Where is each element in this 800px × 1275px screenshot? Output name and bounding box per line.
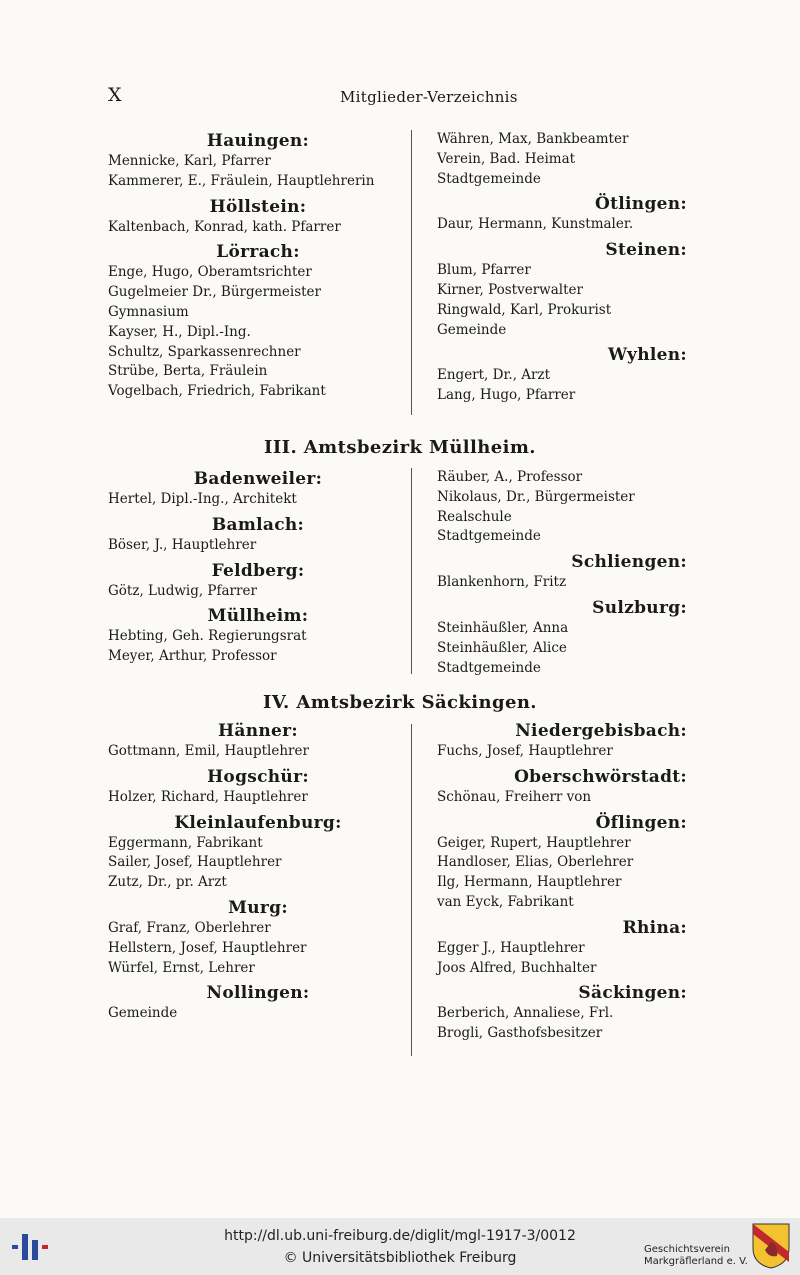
- member-entry: Engert, Dr., Arzt: [437, 367, 551, 384]
- coat-of-arms-icon: [751, 1222, 791, 1270]
- place-heading-oberschwörstadt: Oberschwörstadt:: [514, 766, 687, 787]
- member-entry: Sailer, Josef, Hauptlehrer: [108, 854, 282, 871]
- member-entry: Nikolaus, Dr., Bürgermeister: [437, 488, 635, 505]
- member-entry: Hebting, Geh. Regierungsrat: [108, 628, 307, 645]
- place-heading-hogschür: Hogschür:: [207, 766, 309, 787]
- member-entry: Meyer, Arthur, Professor: [108, 648, 277, 665]
- member-entry: Gymnasium: [108, 303, 189, 320]
- section4-left-column: [108, 720, 408, 1024]
- member-entry: Hertel, Dipl.-Ing., Architekt: [108, 491, 297, 507]
- member-entry: Handloser, Elias, Oberlehrer: [437, 854, 634, 871]
- place-heading-sulzburg: Sulzburg:: [592, 597, 687, 618]
- member-entry: Kaltenbach, Konrad, kath. Pfarrer: [108, 218, 341, 235]
- member-entry: Ringwald, Karl, Prokurist: [437, 301, 612, 318]
- society-name: [644, 1244, 748, 1268]
- place-heading-säckingen: Säckingen:: [578, 983, 687, 1004]
- column-divider: [411, 468, 412, 674]
- member-entry: Enge, Hugo, Oberamtsrichter: [108, 264, 312, 281]
- running-title: Mitglieder-Verzeichnis: [340, 88, 518, 106]
- member-entry: Strübe, Berta, Fräulein: [108, 363, 268, 380]
- member-entry: Schultz, Sparkassenrechner: [108, 343, 301, 360]
- section-title-saeckingen: IV. Amtsbezirk Säckingen.: [263, 692, 537, 713]
- member-entry: Würfel, Ernst, Lehrer: [108, 959, 255, 976]
- place-heading-öflingen: Öflingen:: [595, 812, 687, 833]
- place-heading-hänner: Hänner:: [218, 721, 298, 741]
- member-entry: Gemeinde: [108, 1005, 178, 1022]
- place-heading-nollingen: Nollingen:: [206, 983, 310, 1004]
- member-entry: Joos Alfred, Buchhalter: [437, 959, 597, 976]
- member-entry: Blum, Pfarrer: [437, 262, 531, 279]
- top-right-column: [437, 130, 687, 406]
- member-entry: Realschule: [437, 508, 512, 525]
- member-entry: Gugelmeier Dr., Bürgermeister: [108, 284, 321, 301]
- place-heading-badenweiler: Badenweiler:: [193, 469, 323, 489]
- member-entry: Steinhäußler, Anna: [437, 619, 569, 636]
- place-heading-höllstein: Höllstein:: [209, 196, 307, 217]
- member-entry: Berberich, Annaliese, Frl.: [437, 1005, 614, 1022]
- society-line-2: Markgräflerland e. V.: [644, 1256, 748, 1267]
- member-entry: Böser, J., Hauptlehrer: [108, 536, 257, 553]
- member-entry: Steinhäußler, Alice: [437, 639, 567, 656]
- place-heading-rhina: Rhina:: [622, 917, 687, 938]
- member-entry: Vogelbach, Friedrich, Fabrikant: [108, 383, 326, 400]
- viewer-footer: [0, 1218, 800, 1275]
- member-entry: Ilg, Hermann, Hauptlehrer: [437, 874, 622, 891]
- place-heading-wyhlen: Wyhlen:: [608, 345, 687, 366]
- place-heading-niedergebisbach: Niedergebisbach:: [515, 721, 687, 741]
- place-heading-feldberg: Feldberg:: [211, 560, 305, 581]
- member-entry: Stadtgemeinde: [437, 659, 541, 676]
- member-entry: Holzer, Richard, Hauptlehrer: [108, 788, 308, 805]
- place-heading-ötlingen: Ötlingen:: [595, 194, 687, 215]
- member-entry: Stadtgemeinde: [437, 170, 541, 187]
- source-url-link[interactable]: http://dl.ub.uni-freiburg.de/diglit/mgl-1917-3/0012: [224, 1228, 576, 1244]
- member-entry: Gemeinde: [437, 321, 507, 338]
- place-heading-müllheim: Müllheim:: [207, 606, 309, 627]
- society-line-1: Geschichtsverein: [644, 1244, 730, 1255]
- place-heading-schliengen: Schliengen:: [571, 552, 687, 573]
- member-entry: Mennicke, Karl, Pfarrer: [108, 153, 271, 169]
- member-entry: Kayser, H., Dipl.-Ing.: [108, 323, 251, 340]
- member-entry: Schönau, Freiherr von: [437, 788, 592, 805]
- member-entry: Götz, Ludwig, Pfarrer: [108, 582, 257, 599]
- member-entry: Kirner, Postverwalter: [437, 281, 583, 298]
- column-divider: [411, 724, 412, 1056]
- member-entry: Fuchs, Josef, Hauptlehrer: [437, 743, 613, 759]
- section4-right-column: [437, 720, 687, 1044]
- member-entry: Zutz, Dr., pr. Arzt: [108, 874, 227, 891]
- member-entry: Daur, Hermann, Kunstmaler.: [437, 216, 634, 233]
- place-heading-hauingen: Hauingen:: [206, 131, 310, 151]
- column-divider: [411, 130, 412, 415]
- member-entry: Kammerer, E., Fräulein, Hauptlehrerin: [108, 172, 375, 189]
- place-heading-bamlach: Bamlach:: [211, 514, 305, 535]
- section3-left-column: [108, 468, 408, 667]
- copyright-notice: © Universitätsbibliothek Freiburg: [283, 1250, 517, 1266]
- member-entry: Graf, Franz, Oberlehrer: [108, 919, 271, 936]
- top-left-column: [108, 130, 408, 402]
- member-entry: Lang, Hugo, Pfarrer: [437, 387, 576, 404]
- place-heading-steinen: Steinen:: [605, 240, 687, 261]
- member-entry: Blankenhorn, Fritz: [437, 574, 567, 591]
- member-entry: Verein, Bad. Heimat: [437, 150, 576, 167]
- member-entry: Brogli, Gasthofsbesitzer: [437, 1025, 603, 1042]
- member-entry: Währen, Max, Bankbeamter: [437, 131, 629, 147]
- member-entry: van Eyck, Fabrikant: [437, 893, 574, 910]
- section3-right-column: [437, 468, 687, 678]
- section-title-muellheim: III. Amtsbezirk Müllheim.: [264, 437, 536, 458]
- member-entry: Stadtgemeinde: [437, 528, 541, 545]
- place-heading-murg: Murg:: [228, 897, 288, 918]
- place-heading-kleinlaufenburg: Kleinlaufenburg:: [174, 812, 342, 833]
- page-number: X: [108, 84, 122, 106]
- member-entry: Egger J., Hauptlehrer: [437, 939, 585, 956]
- member-entry: Gottmann, Emil, Hauptlehrer: [108, 743, 309, 759]
- member-entry: Geiger, Rupert, Hauptlehrer: [437, 834, 631, 851]
- member-entry: Hellstern, Josef, Hauptlehrer: [108, 939, 307, 956]
- place-heading-lörrach: Lörrach:: [216, 242, 300, 263]
- member-entry: Räuber, A., Professor: [437, 469, 583, 485]
- member-entry: Eggermann, Fabrikant: [108, 834, 263, 851]
